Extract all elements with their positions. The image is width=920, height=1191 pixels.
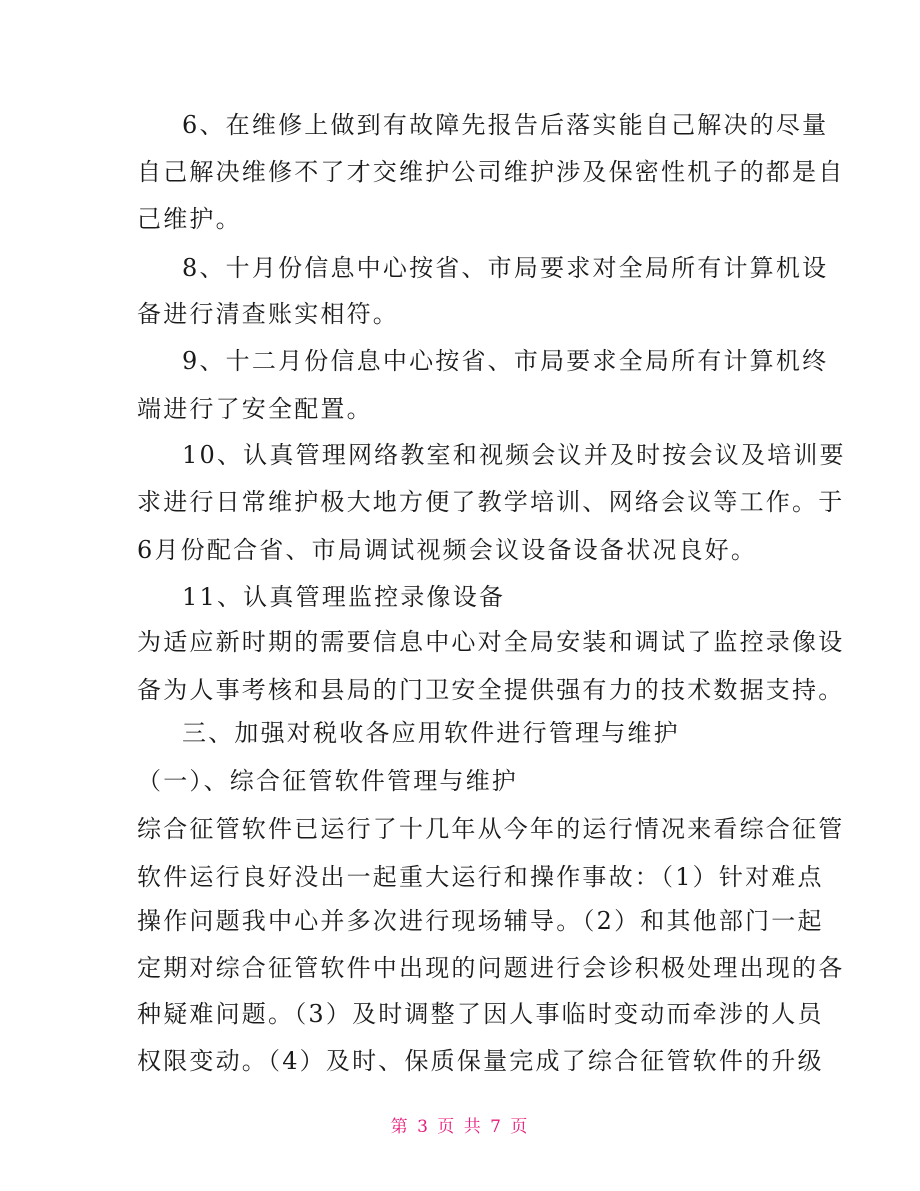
text-line: 6、在维修上做到有故障先报告后落实能自己解决的尽量 — [182, 111, 829, 139]
section-heading: 三、加强对税收各应用软件进行管理与维护 — [182, 719, 680, 747]
text-line: 求进行日常维护极大地方便了教学培训、网络会议等工作。于 — [137, 488, 845, 516]
text-line: 6月份配合省、市局调试视频会议设备设备状况良好。 — [137, 536, 758, 564]
text-line: 综合征管软件已运行了十几年从今年的运行情况来看综合征管 — [137, 815, 845, 843]
text-line: 11、认真管理监控录像设备 — [182, 583, 506, 611]
text-line: 定期对综合征管软件中出现的问题进行会诊积极处理出现的各 — [137, 954, 845, 982]
text-line: 权限变动。（4）及时、保质保量完成了综合征管软件的升级 — [137, 1047, 824, 1075]
subsection-heading: （一）、综合征管软件管理与维护 — [137, 767, 518, 795]
text-line: 端进行了安全配置。 — [137, 395, 373, 423]
text-line: 自己解决维修不了才交维护公司维护涉及保密性机子的都是自 — [137, 158, 845, 186]
text-line: 操作问题我中心并多次进行现场辅导。（2）和其他部门一起 — [137, 907, 824, 935]
text-line: 10、认真管理网络教室和视频会议并及时按会议及培训要 — [182, 441, 846, 469]
text-line: 备为人事考核和县局的门卫安全提供强有力的技术数据支持。 — [137, 676, 845, 704]
text-line: 软件运行良好没出一起重大运行和操作事故：（1）针对难点 — [137, 863, 824, 891]
text-line: 为适应新时期的需要信息中心对全局安装和调试了监控录像设 — [137, 628, 845, 656]
page-number: 第 3 页 共 7 页 — [390, 1117, 530, 1137]
text-line: 种疑难问题。（3）及时调整了因人事临时变动而牵涉的人员 — [137, 1000, 824, 1028]
text-line: 9、十二月份信息中心按省、市局要求全局所有计算机终 — [182, 347, 829, 375]
text-line: 备进行清查账实相符。 — [137, 300, 399, 328]
text-line: 8、十月份信息中心按省、市局要求对全局所有计算机设 — [182, 254, 829, 282]
text-line: 己维护。 — [137, 205, 242, 233]
